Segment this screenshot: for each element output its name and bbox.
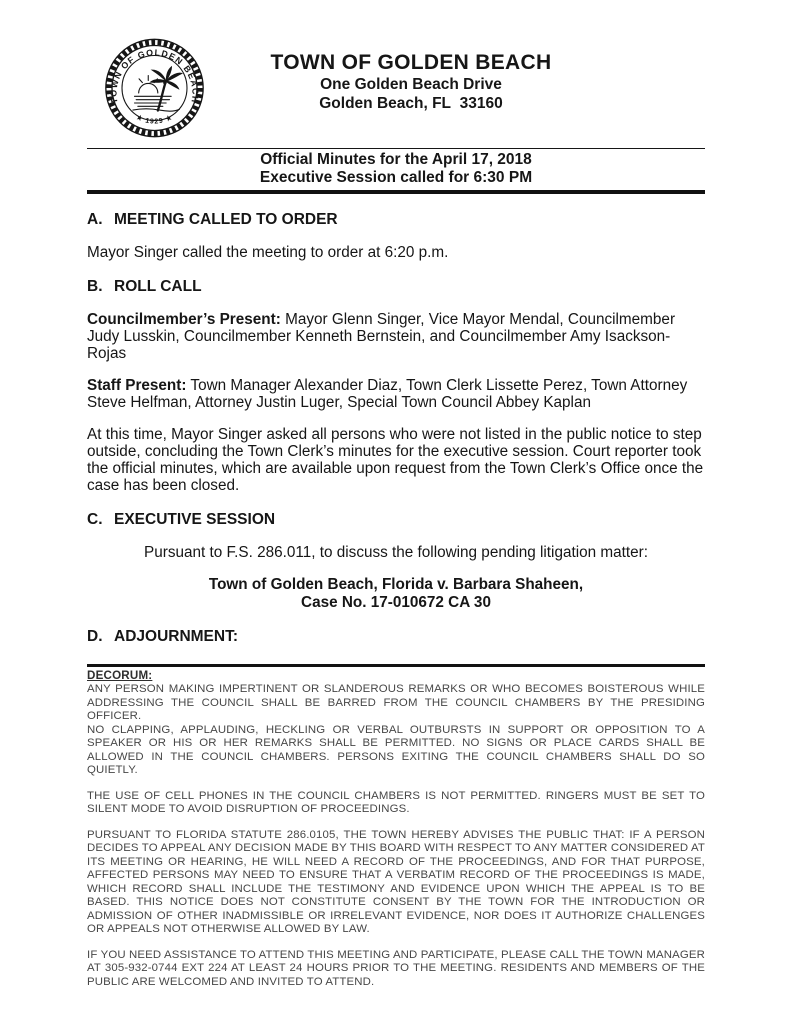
council-present-label: Councilmember’s Present:	[87, 311, 281, 328]
staff-present-paragraph	[87, 377, 705, 411]
section-d-title: ADJOURNMENT:	[114, 628, 238, 645]
section-a-body: Mayor Singer called the meeting to order at 6:20 p.m.	[87, 244, 449, 261]
divider-thick	[87, 190, 705, 194]
decorum-divider	[87, 664, 705, 667]
case-title-line: Town of Golden Beach, Florida v. Barbara Shaheen,	[208, 576, 584, 593]
council-present-names: Mayor Glenn Singer, Vice Mayor Mendal, Councilmember Judy Lusskin, Councilmember Kenneth Bernstein, and Councilmember Amy Isackson-Rojas	[87, 311, 676, 362]
case-number-line: Case No. 17-010672 CA 30	[301, 593, 491, 611]
staff-present-names: Town Manager Alexander Diaz, Town Clerk Lissette Perez, Town Attorney Steve Helfman, Attorney Justin Luger, Special Town Council Abbey Kaplan	[87, 377, 688, 411]
section-a-heading	[87, 211, 705, 229]
litigation-case	[87, 576, 705, 611]
staff-present-label: Staff Present:	[87, 377, 187, 394]
decorum-paragraph: PURSUANT TO FLORIDA STATUTE 286.0105, THE TOWN HEREBY ADVISES THE PUBLIC THAT: IF A PERSON DECIDES TO APPEAL ANY DECISION MADE BY THIS BOARD WITH RESPECT TO ANY MATTER CONSIDERED AT ITS MEETING OR HEARING, HE WILL NEED A RECORD OF THE PROCEEDINGS, AND FOR THAT PURPOSE, AFFECTED PERSONS MAY NEED TO ENSURE THAT A VERBATIM RECORD OF THE PROCEEDINGS IS MADE, WHICH RECORD SHALL INCLUDE THE TESTIMONY AND EVIDENCE UPON WHICH THE APPEAL IS TO BE BASED. THIS NOTICE DOES NOT CONSTITUTE CONSENT BY THE TOWN FOR THE INTRODUCTION OR ADMISSION OF OTHER INADMISSIBLE OR IRRELEVANT EVIDENCE, NOR DOES IT AUTHORIZE CHALLENGES OR APPEALS NOT OTHERWISE ALLOWED BY LAW.	[87, 828, 705, 935]
decorum-paragraph: IF YOU NEED ASSISTANCE TO ATTEND THIS MEETING AND PARTICIPATE, PLEASE CALL THE TOWN MANAGER AT 305-932-0744 EXT 224 AT LEAST 24 HOURS PRIOR TO THE MEETING. RESIDENTS AND MEMBERS OF THE PUBLIC ARE WELCOMED AND INVITED TO ATTEND.	[87, 948, 705, 988]
section-c-heading	[87, 511, 705, 529]
section-b-title: ROLL CALL	[114, 278, 202, 295]
minutes-title-line1: Official Minutes for the April 17, 2018	[260, 151, 532, 168]
decorum-paragraph: NO CLAPPING, APPLAUDING, HECKLING OR VERBAL OUTBURSTS IN SUPPORT OR OPPOSITION TO A SPEAKER OR HIS OR HER REMARKS SHALL BE PERMITTED. NO SIGNS OR PLACE CARDS SHALL BE ALLOWED IN THE COUNCIL CHAMBERS. PERSONS EXITING THE COUNCIL CHAMBERS SHALL DO SO QUIETLY.	[87, 723, 705, 776]
section-b-label: B.	[87, 278, 103, 295]
seal-ring-text: TOWN OF GOLDEN BEACH	[108, 47, 201, 105]
council-present-paragraph	[87, 311, 705, 362]
section-a-title: MEETING CALLED TO ORDER	[114, 211, 338, 228]
svg-text:★ 1929 ★	[135, 113, 174, 126]
minutes-title-block	[87, 149, 705, 190]
section-c-label: C.	[87, 511, 103, 528]
decorum-paragraph: THE USE OF CELL PHONES IN THE COUNCIL CHAMBERS IS NOT PERMITTED. RINGERS MUST BE SET TO SILENT MODE TO AVOID DISRUPTION OF PROCEEDINGS.	[87, 789, 705, 815]
org-address-line2: Golden Beach, FL 33160	[319, 95, 503, 112]
section-b-heading	[87, 278, 705, 296]
org-name: TOWN OF GOLDEN BEACH	[270, 51, 552, 74]
section-c-title: EXECUTIVE SESSION	[114, 511, 276, 528]
section-d-label: D.	[87, 628, 103, 645]
org-address-line1: One Golden Beach Drive	[320, 76, 502, 93]
decorum-paragraph: ANY PERSON MAKING IMPERTINENT OR SLANDEROUS REMARKS OR WHO BECOMES BOISTEROUS WHILE ADDRESSING THE COUNCIL SHALL BE BARRED FROM THE COUNCIL CHAMBERS BY THE PRESIDING OFFICER.	[87, 683, 705, 722]
section-d-heading	[87, 628, 705, 646]
decorum-heading: DECORUM:	[87, 669, 153, 682]
seal-year-text: ★ 1929 ★	[134, 113, 175, 126]
session-note-paragraph: At this time, Mayor Singer asked all persons who were not listed in the public notice to step outside, concluding the Town Clerk’s minutes for the executive session. Court reporter took the official minutes, which are available upon request from the Town Clerk’s Office once the case has been closed.	[87, 426, 704, 494]
section-a-label: A.	[87, 211, 103, 228]
seal-palm-tree-icon	[150, 67, 182, 111]
section-c-body: Pursuant to F.S. 286.011, to discuss the following pending litigation matter:	[144, 544, 648, 561]
document-header	[87, 38, 705, 138]
town-seal-logo	[103, 38, 206, 138]
minutes-title-line2: Executive Session called for 6:30 PM	[259, 168, 533, 186]
